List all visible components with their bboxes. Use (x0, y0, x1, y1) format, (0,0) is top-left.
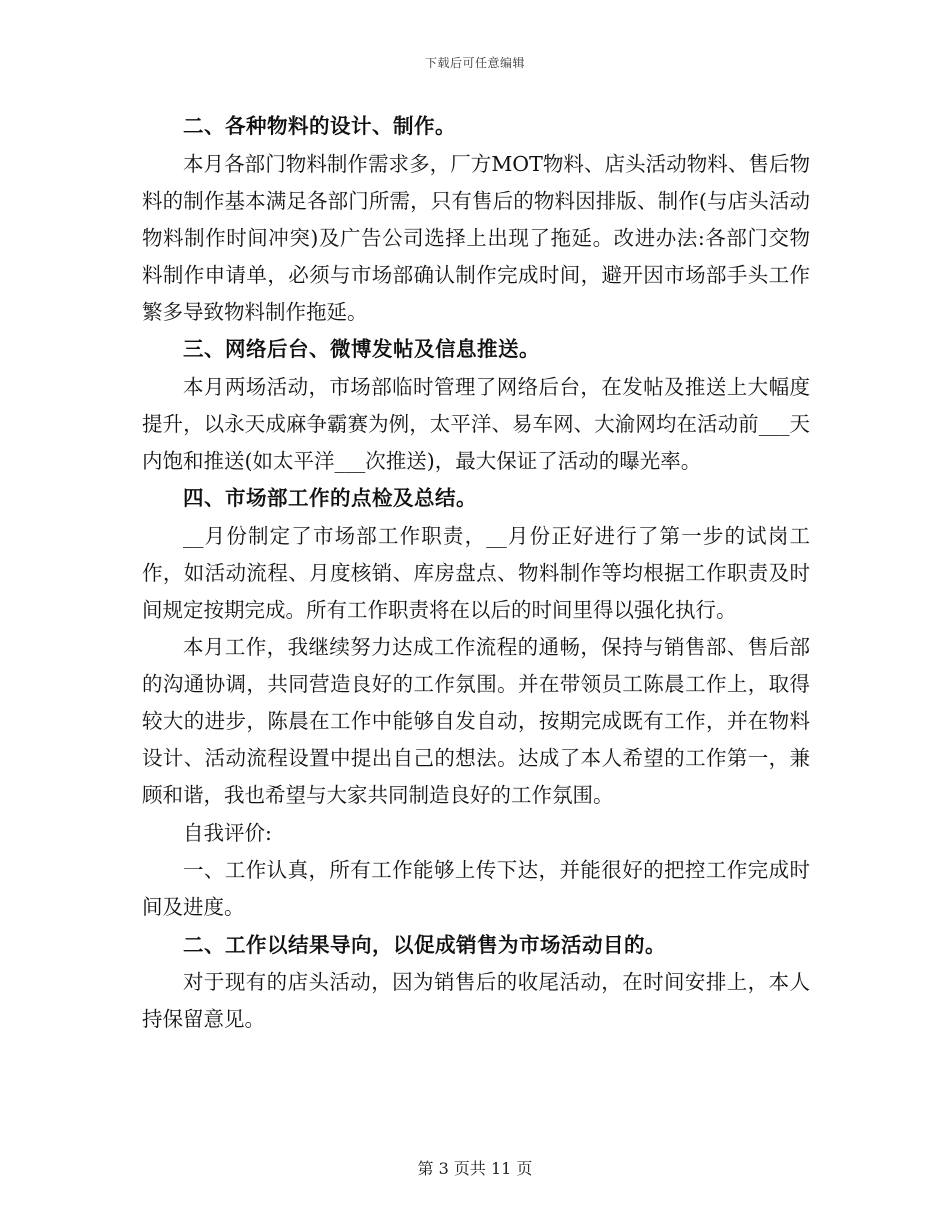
section-heading-online: 三、网络后台、微博发帖及信息推送。 (183, 337, 540, 361)
paragraph-review: __月份制定了市场部工作职责，__月份正好进行了第一步的试岗工作，如活动流程、月度核销、库房盘点、物料制作等均根据工作职责及时间规定按期完成。所有工作职责将在以后的时间里得以强化执行。 (142, 523, 810, 622)
paragraph-materials: 本月各部门物料制作需求多，厂方MOT物料、店头活动物料、售后物料的制作基本满足各部门所需，只有售后的物料因排版、制作(与店头活动物料制作时间冲突)及广告公司选择上出现了拖延。改进办法:各部门交物料制作申请单，必须与市场部确认制作完成时间，避开因市场部手头工作繁多导致物料制作拖延。 (142, 151, 810, 324)
page-number: 第 3 页共 11 页 (417, 1159, 533, 1178)
paragraph-closing: 对于现有的店头活动，因为销售后的收尾活动，在时间安排上，本人持保留意见。 (142, 970, 810, 1031)
self-evaluation-item-1: 一、工作认真，所有工作能够上传下达，并能很好的把控工作完成时间及进度。 (142, 858, 810, 919)
section-heading-materials: 二、各种物料的设计、制作。 (183, 114, 456, 138)
self-evaluation-item-2: 二、工作以结果导向，以促成销售为市场活动目的。 (183, 932, 666, 957)
paragraph-monthly-work: 本月工作，我继续努力达成工作流程的通畅，保持与销售部、售后部的沟通协调，共同营造良好的工作氛围。并在带领员工陈晨工作上，取得较大的进步，陈晨在工作中能够自发自动，按期完成既有工作，并在物料设计、活动流程设置中提出自己的想法。达成了本人希望的工作第一，兼顾和谐，我也希望与大家共同制造良好的工作氛围。 (142, 635, 810, 807)
self-evaluation-label: 自我评价: (183, 820, 272, 845)
paragraph-online: 本月两场活动，市场部临时管理了网络后台，在发帖及推送上大幅度提升，以永天成麻争霸赛为例，太平洋、易车网、大渝网均在活动前___天内饱和推送(如太平洋___次推送)，最大保证了活动的曝光率。 (142, 374, 810, 473)
header-note: 下载后可任意编辑 (424, 56, 525, 70)
section-heading-review: 四、市场部工作的点检及总结。 (183, 486, 477, 510)
document-body (142, 108, 810, 1039)
